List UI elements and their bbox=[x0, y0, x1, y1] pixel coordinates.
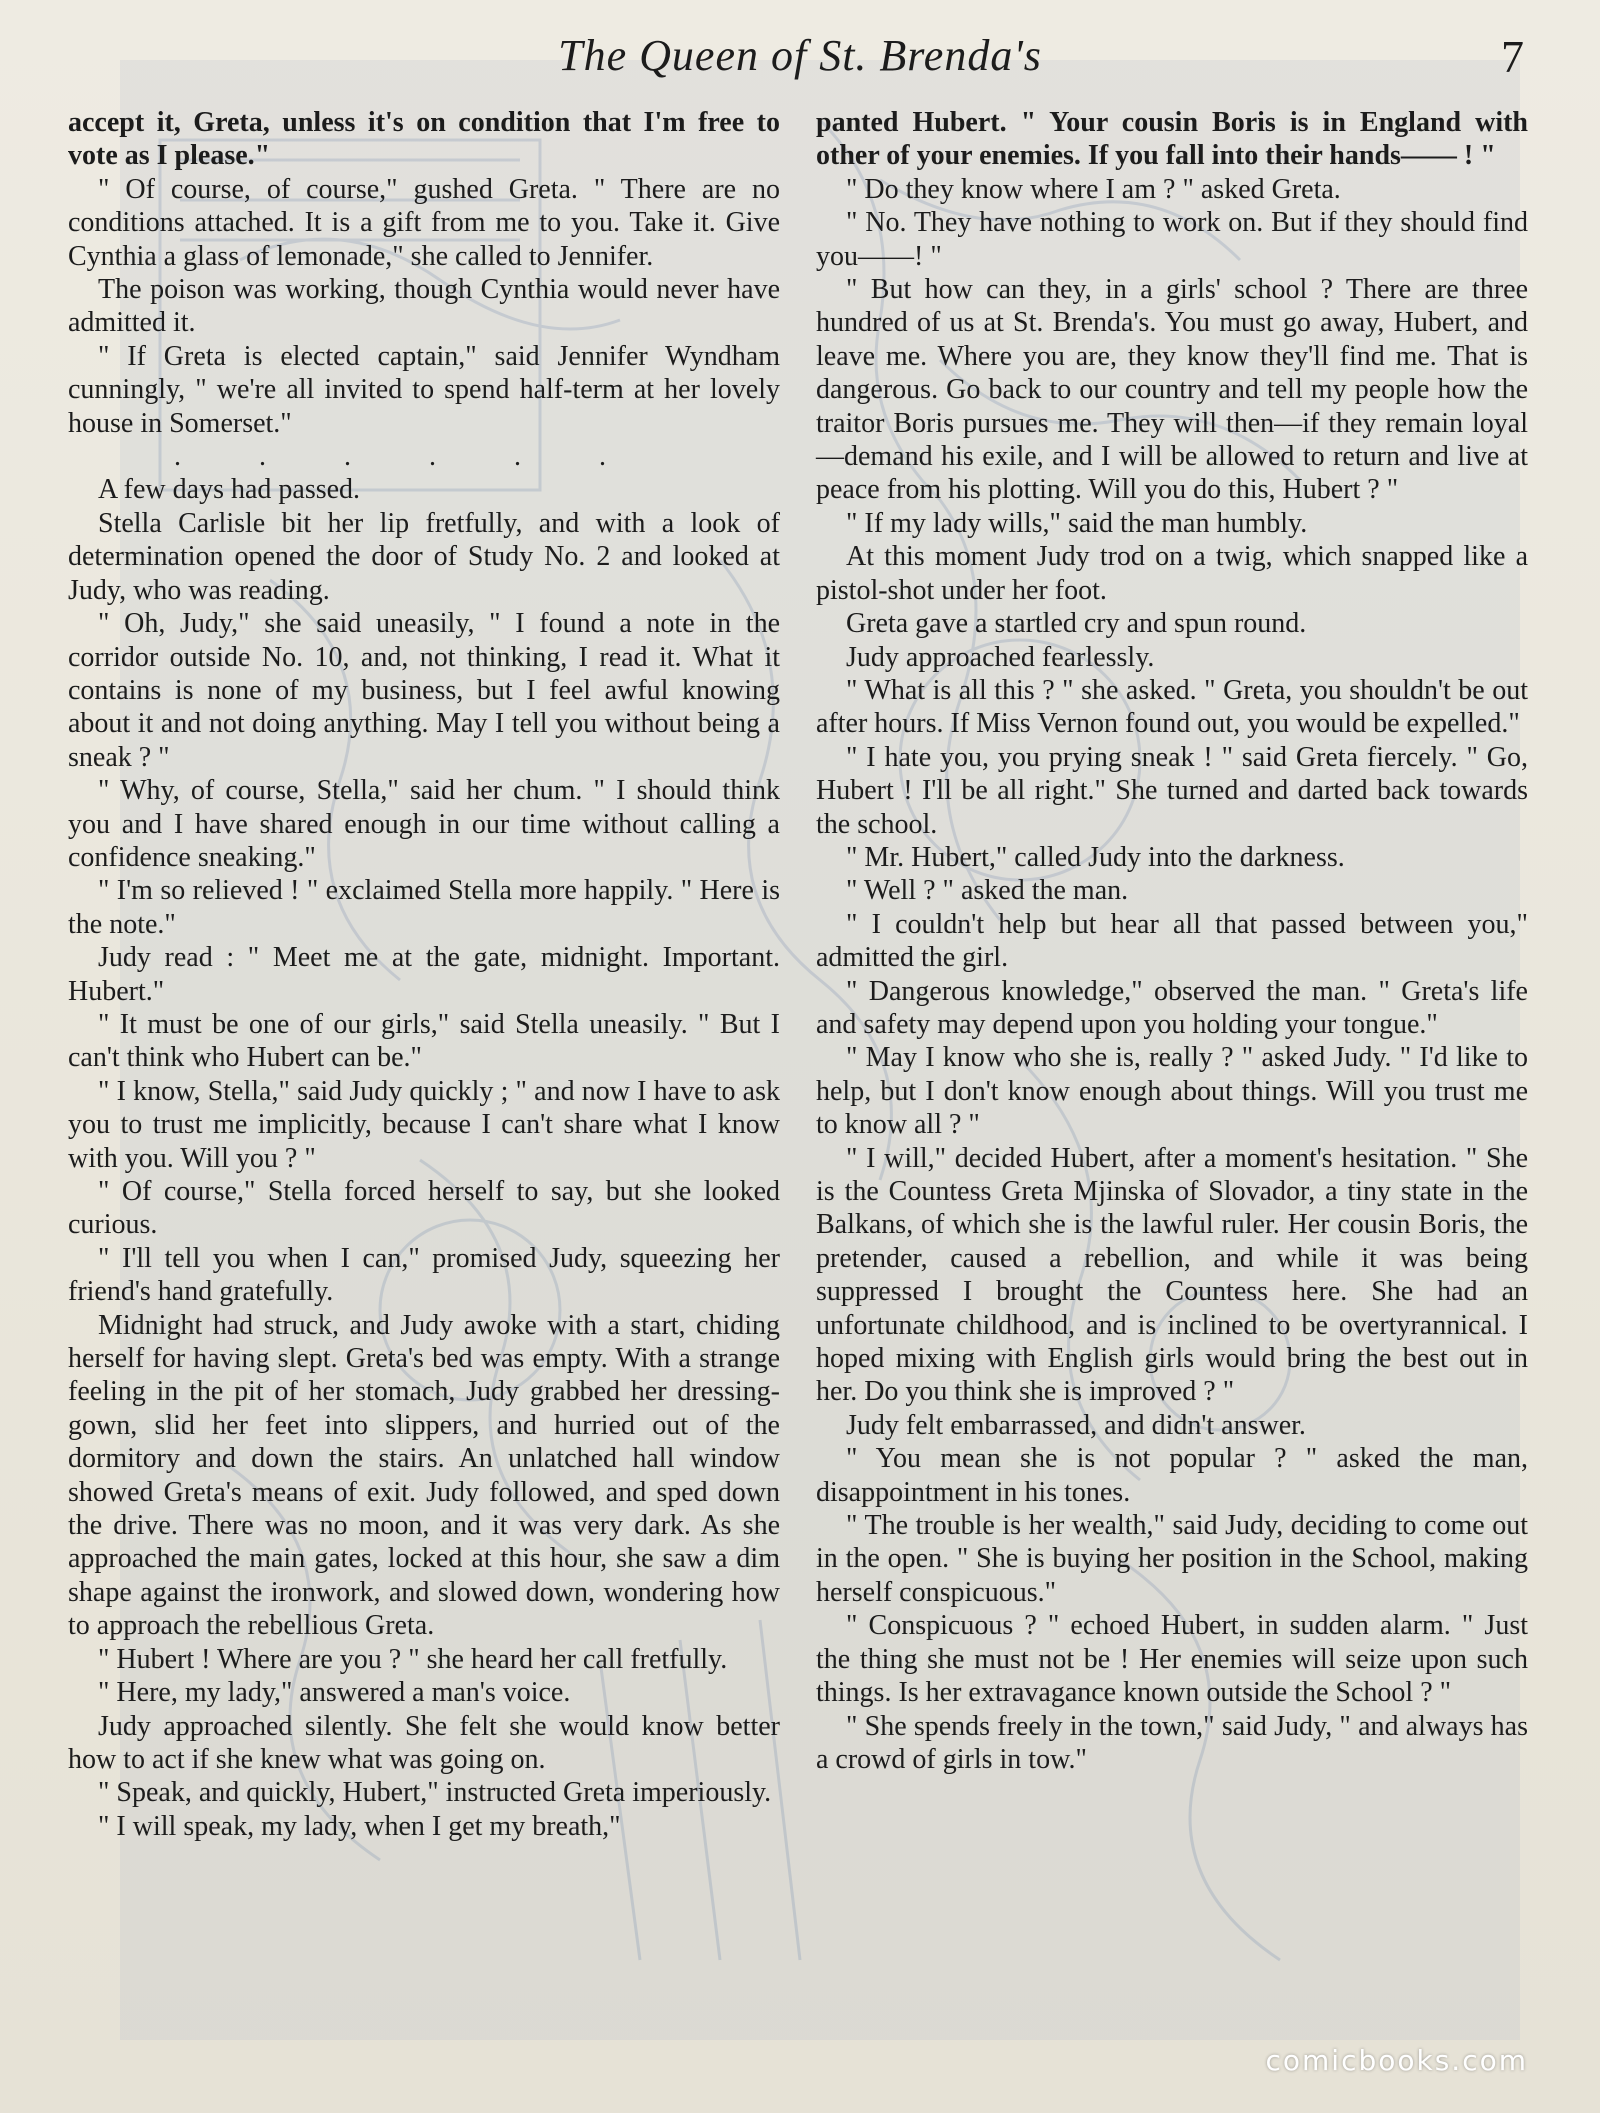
paragraph: accept it, Greta, unless it's on condition that I'm free to vote as I please." bbox=[68, 107, 780, 172]
paragraph: " Oh, Judy," she said uneasily, " I found a note in the corridor outside No. 10, and, not thinking, I read it. What it contains is none of my business, but I feel awful knowing about it and not doing anything. May I tell you without being a sneak ? " bbox=[68, 608, 780, 773]
paragraph: Judy read : " Meet me at the gate, midnight. Important. Hubert." bbox=[68, 942, 780, 1007]
paragraph: " May I know who she is, really ? " asked Judy. " I'd like to help, but I don't know enough about things. Will you trust me to know all ? " bbox=[816, 1042, 1528, 1141]
paragraph: " I'll tell you when I can," promised Judy, squeezing her friend's hand gratefully. bbox=[68, 1242, 780, 1308]
paragraph: " Of course," Stella forced herself to say, but she looked curious. bbox=[68, 1176, 780, 1241]
paragraph: " I will speak, my lady, when I get my breath," bbox=[98, 1810, 621, 1842]
paragraph: " Of course, of course," gushed Greta. " There are no conditions attached. It is a gift from me to you. Take it. Give Cynthia a glass of lemonade," she called to Jennifer. bbox=[68, 173, 780, 272]
paragraph: A few days had passed. bbox=[98, 474, 361, 506]
running-title: The Queen of St. Brenda's bbox=[558, 31, 1042, 80]
paragraph: " Dangerous knowledge," observed the man. " Greta's life and safety may depend upon you holding your tongue." bbox=[816, 975, 1528, 1040]
paragraph: " Here, my lady," answered a man's voice. bbox=[98, 1677, 571, 1709]
paragraph: At this moment Judy trod on a twig, which snapped like a pistol-shot under her foot. bbox=[816, 541, 1528, 606]
paragraph: Judy felt embarrassed, and didn't answer. bbox=[846, 1409, 1306, 1441]
paragraph: " Do they know where I am ? " asked Greta. bbox=[846, 173, 1341, 205]
paragraph: " No. They have nothing to work on. But if they should find you——! " bbox=[816, 207, 1528, 272]
paragraph: " Speak, and quickly, Hubert," instructed Greta imperiously. bbox=[98, 1777, 772, 1809]
paragraph: " I hate you, you prying sneak ! " said Greta fiercely. " Go, Hubert ! I'll be all right." She turned and darted back towards the school. bbox=[816, 741, 1528, 840]
paragraph: " But how can they, in a girls' school ? There are three hundred of us at St. Brenda's. You must go away, Hubert, and leave me. Where you are, they know they'll find me. That is dangerous. Go back to our country and tell my people how the traitor Boris pursues me. They will then—if they remain loyal—demand his exile, and I will be allowed to return and live at peace from his plotting. Will you do this, Hubert ? " bbox=[816, 274, 1528, 506]
paragraph: " Why, of course, Stella," said her chum. " I should think you and I have shared enough in our time without calling a confidence sneaking." bbox=[68, 775, 780, 873]
paragraph: Judy approached fearlessly. bbox=[846, 641, 1155, 673]
paragraph: Greta gave a startled cry and spun round. bbox=[846, 608, 1307, 640]
paragraph: " If Greta is elected captain," said Jennifer Wyndham cunningly, " we're all invited to spend half-term at her lovely house in Somerset." bbox=[68, 340, 780, 439]
paragraph: " You mean she is not popular ? " asked the man, disappointment in his tones. bbox=[816, 1443, 1528, 1508]
paragraph: Stella Carlisle bit her lip fretfully, and with a look of determination opened the door of Study No. 2 and looked at Judy, who was reading. bbox=[68, 507, 780, 606]
paragraph: " I couldn't help but hear all that passed between you," admitted the girl. bbox=[816, 908, 1528, 974]
paragraph: Midnight had struck, and Judy awoke with a start, chiding herself for having slept. Greta's bed was empty. With a strange feeling in the pit of her stomach, Judy grabbed her dressing-gown, slid her feet into slippers, and hurried out of the dormitory and down the stairs. An unlatched hall window showed Greta's means of exit. Judy followed, and sped down the drive. There was no moon, and it was very dark. As she approached the main gates, locked at this hour, she saw a dim shape against the ironwork, and slowed down, wondering how to approach the rebellious Greta. bbox=[68, 1309, 780, 1642]
paragraph: " She spends freely in the town," said Judy, " and always has a crowd of girls in tow." bbox=[816, 1710, 1528, 1775]
paragraph: " Conspicuous ? " echoed Hubert, in sudden alarm. " Just the thing she must not be ! Her enemies will seize upon such things. Is her extravagance known outside the School ? " bbox=[816, 1610, 1528, 1709]
paragraph: " It must be one of our girls," said Stella uneasily. " But I can't think who Hubert can be." bbox=[68, 1008, 780, 1074]
paragraph: " If my lady wills," said the man humbly. bbox=[846, 507, 1308, 539]
paragraph: The poison was working, though Cynthia would never have admitted it. bbox=[68, 274, 780, 339]
paragraph: " Mr. Hubert," called Judy into the darkness. bbox=[846, 841, 1345, 873]
page-header bbox=[0, 22, 1600, 92]
paragraph: ...... bbox=[174, 441, 684, 473]
paragraph: Judy approached silently. She felt she would know better how to act if she knew what was going on. bbox=[68, 1710, 780, 1775]
watermark: comicbooks.com bbox=[1265, 2044, 1528, 2077]
paragraph: panted Hubert. " Your cousin Boris is in England with other of your enemies. If you fall into their hands—— ! " bbox=[816, 107, 1528, 172]
paragraph: " I'm so relieved ! " exclaimed Stella more happily. " Here is the note." bbox=[68, 875, 780, 940]
page-number: 7 bbox=[1501, 31, 1524, 82]
left-text-column bbox=[68, 106, 780, 1843]
right-text-column bbox=[816, 106, 1528, 1776]
paragraph: " I know, Stella," said Judy quickly ; " and now I have to ask you to trust me implicitly, because I can't share what I know with you. Will you ? " bbox=[68, 1075, 780, 1174]
paragraph: " Hubert ! Where are you ? " she heard her call fretfully. bbox=[98, 1643, 728, 1675]
paragraph: " I will," decided Hubert, after a moment's hesitation. " She is the Countess Greta Mjinska of Slovador, a tiny state in the Balkans, of which she is the lawful ruler. Her cousin Boris, the pretender, caused a rebellion, and while it was being suppressed I brought the Countess here. She had an unfortunate childhood, and is inclined to be overtyrannical. I hoped mixing with English girls would bring the best out in her. Do you think she is improved ? " bbox=[816, 1142, 1528, 1408]
paragraph: " What is all this ? " she asked. " Greta, you shouldn't be out after hours. If Miss Vernon found out, you would be expelled." bbox=[816, 674, 1528, 740]
paragraph: " Well ? " asked the man. bbox=[846, 875, 1129, 907]
paragraph: " The trouble is her wealth," said Judy, deciding to come out in the open. " She is buying her position in the School, making herself conspicuous." bbox=[816, 1510, 1528, 1608]
